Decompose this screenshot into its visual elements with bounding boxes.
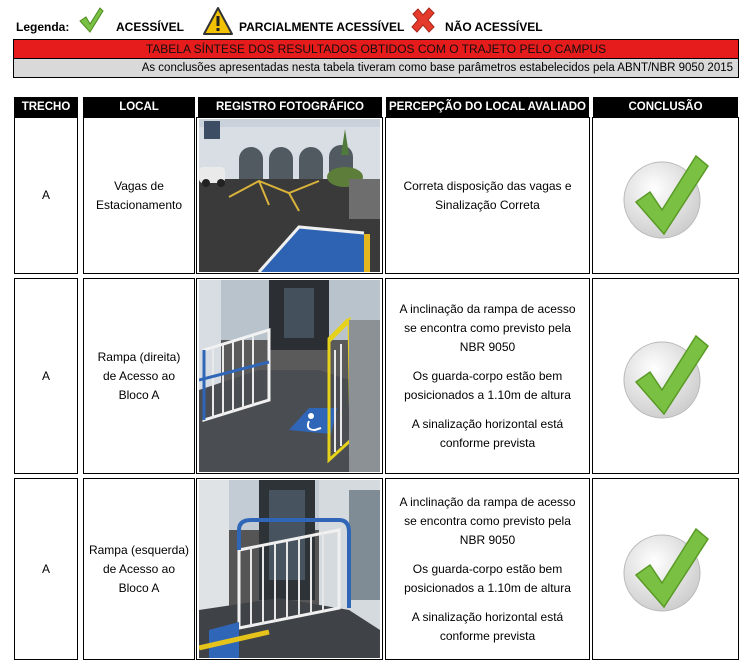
percepcao-paragraph (412, 415, 563, 453)
ramp-right-photo (196, 278, 383, 474)
trecho-value: A (41, 368, 50, 383)
legend-label: Legenda: (16, 20, 70, 34)
green-check-icon (616, 146, 716, 246)
legend-accessible-label: ACESSÍVEL (116, 20, 185, 34)
percepcao-paragraph (404, 560, 571, 598)
local-line: de Acesso ao (102, 368, 176, 383)
row-3-percepcao (385, 478, 590, 660)
percepcao-line: Os guarda-corpo estão bem (412, 368, 563, 383)
percepcao-paragraph (403, 177, 571, 215)
percepcao-line: A inclinação da rampa de acesso (399, 494, 576, 509)
local-line: Rampa (esquerda) (88, 542, 190, 557)
percepcao-line: posicionados a 1.10m de altura (404, 580, 571, 595)
trecho-value: A (41, 561, 50, 576)
row-3-local (83, 478, 195, 660)
percepcao-line: se encontra como previsto pela (404, 320, 571, 335)
percepcao-line: Os guarda-corpo estão bem (412, 561, 563, 576)
percepcao-paragraph (404, 367, 571, 405)
percepcao-line: posicionados a 1.10m de altura (404, 387, 571, 402)
percepcao-line: conforme prevista (439, 435, 536, 450)
row-1-conclusao (592, 117, 739, 274)
percepcao-line: NBR 9050 (459, 532, 516, 547)
row-3-conclusao (592, 478, 739, 660)
warning-triangle-icon (202, 6, 234, 36)
header-percepcao: PERCEPÇÃO DO LOCAL AVALIADO (386, 97, 589, 117)
trecho-value: A (41, 188, 50, 202)
local-line: Vagas de (114, 178, 164, 193)
percepcao-line: conforme prevista (439, 628, 536, 643)
legend-partial-label: PARCIALMENTE ACESSÍVEL (239, 20, 405, 34)
table-note: As conclusões apresentadas nesta tabela tiveram como base parâmetros estabelecidos pela ABNT/NBR 9050 2015 (13, 59, 739, 78)
header-conclusao: CONCLUSÃO (593, 97, 738, 117)
row-1-local (83, 117, 195, 274)
local-line: Bloco A (118, 387, 160, 402)
row-1-trecho (14, 117, 78, 274)
percepcao-line: Sinalização Correta (435, 197, 540, 212)
local-line: de Acesso ao (102, 561, 176, 576)
header-registro: REGISTRO FOTOGRÁFICO (198, 97, 382, 117)
row-2-trecho (14, 278, 78, 474)
percepcao-line: A sinalização horizontal está (411, 416, 564, 431)
row-2-percepcao (385, 278, 590, 474)
local-line: Bloco A (118, 580, 160, 595)
local-line: Rampa (direita) (97, 349, 181, 364)
percepcao-paragraph (399, 300, 575, 357)
percepcao-line: A sinalização horizontal está (411, 609, 564, 624)
percepcao-paragraph (399, 493, 575, 550)
percepcao-paragraph (412, 608, 563, 646)
header-local: LOCAL (83, 97, 195, 117)
table-title: TABELA SÍNTESE DOS RESULTADOS OBTIDOS COM O TRAJETO PELO CAMPUS (13, 39, 739, 59)
green-check-icon (78, 6, 104, 34)
header-trecho: TRECHO (14, 97, 78, 117)
ramp-left-photo (196, 478, 383, 660)
row-2-conclusao (592, 278, 739, 474)
green-check-icon (616, 519, 716, 619)
percepcao-line: NBR 9050 (459, 339, 516, 354)
row-1-percepcao (385, 117, 590, 274)
percepcao-line: Correta disposição das vagas e (403, 178, 572, 193)
legend-not-accessible-label: NÃO ACESSÍVEL (445, 20, 543, 34)
row-3-trecho (14, 478, 78, 660)
percepcao-line: A inclinação da rampa de acesso (399, 301, 576, 316)
green-check-icon (616, 326, 716, 426)
percepcao-line: se encontra como previsto pela (404, 513, 571, 528)
parking-lot-photo (196, 117, 383, 274)
local-line: Estacionamento (95, 197, 183, 212)
row-2-local (83, 278, 195, 474)
red-x-icon (409, 6, 437, 34)
legend (16, 6, 736, 36)
